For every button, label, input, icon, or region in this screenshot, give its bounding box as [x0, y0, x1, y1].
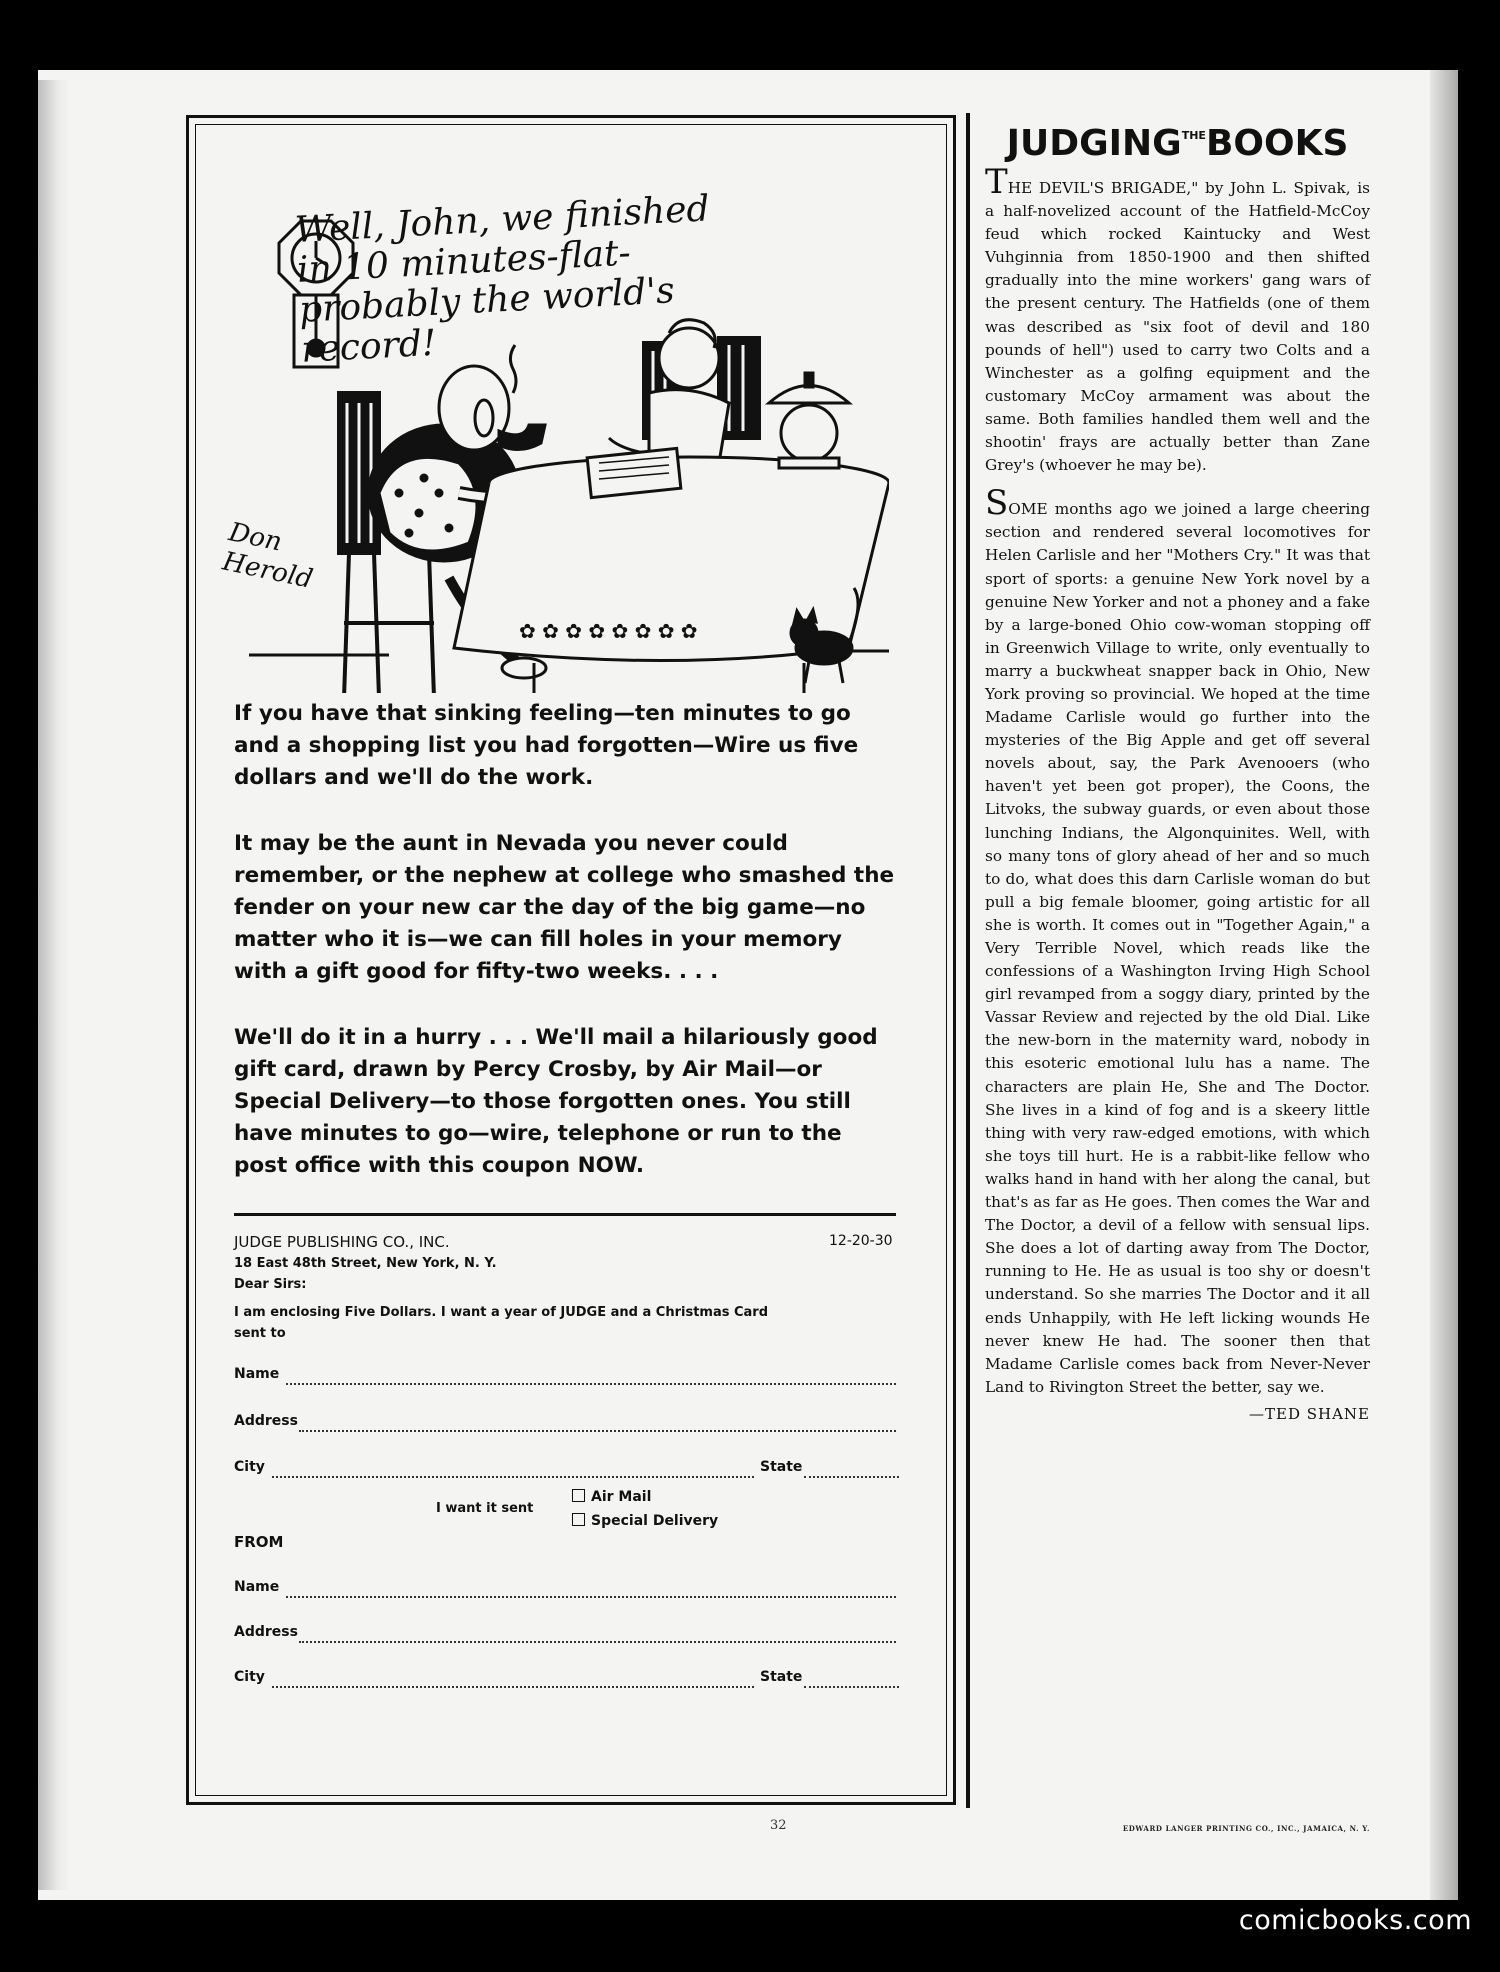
from-name-field[interactable] — [286, 1596, 896, 1598]
review2-dropcap: S — [985, 483, 1009, 524]
from-state-label: State — [760, 1669, 803, 1685]
review2-text: OME months ago we joined a large cheering section and rendered several locomotives for Helen Carlisle and her "Mothers Cry." It was that sport of sports: a genuine New York novel by a genuine New Yorker and not a phoney and a fake by a large-boned Ohio cow-woman stopping off in Greenwich Village to write, only eventually to marry a buckwheat snapper back in Ohio, New York proving so provincial. We hoped at the time Madame Carlisle would go further into the mysteries of the Big Apple and get off several novels about, say, the Park Avenooers (who haven't yet been got proper), the Coons, the Litvoks, the subway guards, or even about those lunching Indians, the Algonquinites. Well, with so many tons of glory ahead of her and so much to do, what does this darn Carlisle woman do but pull a big female bloomer, going artistic for all she is worth. It comes out in "Together Again," a Very Terrible Novel, which reads like the confessions of a Washington Irving High School girl revamped from a soggy diary, printed by the Vassar Review and rejected by the old Dial. Like the new-born in the maternity ward, nobody in this esoteric emotional lulu has a name. The characters are plain He, She and The Doctor. She lives in a kind of fog and is a skeery little thing with very raw-edged emotions, with which she toys till hurt. He is a rabbit-like fellow who walks hand in hand with her along the canal, but that's as far as He goes. Then comes the War and The Doctor, a devil of a fellow with sensual lips. She does a lot of darting away from The Doctor, running to He. He as usual is too shy or doesn't understand. So she marries The Doctor and it all ends Unhappily, with He left licking wounds He never knew He had. The sooner then that Madame Carlisle comes back from Never-Never Land to Rivington Street the better, say we. — [985, 500, 1370, 1396]
from-address-label: Address — [234, 1624, 298, 1640]
want-sent-label: I want it sent — [436, 1501, 534, 1516]
page-number: 32 — [770, 1818, 787, 1833]
coupon-enclosing-line-1: I am enclosing Five Dollars. I want a year of JUDGE and a Christmas Card — [234, 1305, 769, 1320]
column-divider — [966, 113, 970, 1808]
cartoon-caption: Well, John, we finished in 10 minutes-flat-probably the world's record! — [293, 188, 711, 371]
ad-paragraph-3: We'll do it in a hurry . . . We'll mail a hilariously good gift card, drawn by Percy Crosby, by Air Mail—or Special Delivery—to those forgotten ones. You still have minutes to go—wire, telephone or run to the post office with this coupon NOW. — [234, 1025, 878, 1178]
to-city-field[interactable] — [272, 1476, 754, 1478]
masthead-right: BOOKS — [1205, 123, 1349, 164]
to-name-field[interactable] — [286, 1383, 896, 1385]
ad-paragraph-1: If you have that sinking feeling—ten minutes to go and a shopping list you had forgotten—Wire us five dollars and we'll do the work. — [234, 701, 859, 790]
from-label: FROM — [234, 1533, 284, 1551]
coupon-street: 18 East 48th Street, New York, N. Y. — [234, 1256, 497, 1271]
from-address-field[interactable] — [299, 1641, 896, 1643]
special-delivery-label: Special Delivery — [591, 1513, 719, 1529]
review-byline: —TED SHANE — [1248, 1404, 1370, 1423]
book-review-column — [985, 110, 1370, 1423]
to-city-label: City — [234, 1459, 265, 1475]
review1-dropcap: T — [985, 162, 1008, 202]
coupon-salutation: Dear Sirs: — [234, 1277, 307, 1292]
to-state-label: State — [760, 1459, 803, 1475]
review-paragraph-2 — [985, 483, 1370, 1399]
page-edge-left — [38, 80, 70, 1890]
svg-text:✿ ✿ ✿ ✿ ✿ ✿ ✿ ✿: ✿ ✿ ✿ ✿ ✿ ✿ ✿ ✿ — [519, 619, 698, 643]
coupon-top-rule — [234, 1213, 896, 1216]
from-state-field[interactable] — [804, 1686, 899, 1688]
cartoon-signature: Don Herold — [219, 517, 316, 595]
masthead-left: JUDGING — [1006, 123, 1182, 164]
site-watermark: comicbooks.com — [1238, 1905, 1472, 1936]
ad-paragraph-2: It may be the aunt in Nevada you never could remember, or the nephew at college who smashed the fender on your new car the day of the big game—no matter who it is—we can fill holes in your memory with a gift good for fifty-two weeks. . . . — [234, 831, 895, 984]
review-paragraph-1 — [985, 162, 1370, 477]
air-mail-checkbox[interactable] — [572, 1489, 585, 1502]
to-address-label: Address — [234, 1413, 298, 1429]
review1-text: HE DEVIL'S BRIGADE," by John L. Spivak, is a half-novelized account of the Hatfield-McCoy feud which rocked Kaintucky and West Vuhginnia from 1850-1900 and then shifted gradually into the mine workers' gang wars of the present century. The Hatfields (one of them was described as "six foot of devil and 180 pounds of hell") used to carry two Colts and a Winchester as a golfing equipment and the customary McCoy armament was about the same. Both families handled them well and the shootin' frays are actually better than Zane Grey's (whoever he may be). — [985, 179, 1370, 475]
review-body — [985, 162, 1370, 1399]
page-edge-right — [1430, 70, 1458, 1900]
to-state-field[interactable] — [804, 1476, 899, 1478]
air-mail-option[interactable] — [572, 1489, 651, 1505]
table-lamp-icon — [769, 373, 849, 468]
from-city-field[interactable] — [272, 1686, 754, 1688]
from-city-label: City — [234, 1669, 265, 1685]
to-address-field[interactable] — [299, 1430, 896, 1432]
printer-credit: EDWARD LANGER PRINTING CO., INC., JAMAICA, N. Y. — [1122, 1824, 1370, 1833]
coupon-date: 12-20-30 — [829, 1233, 893, 1249]
air-mail-label: Air Mail — [591, 1489, 652, 1505]
masthead-small: THE — [1181, 129, 1206, 142]
from-name-label: Name — [234, 1579, 280, 1595]
advertisement-box — [186, 115, 956, 1805]
coupon-company: JUDGE PUBLISHING CO., INC. — [234, 1233, 450, 1251]
coupon-enclosing-line-2: sent to — [234, 1326, 286, 1341]
special-delivery-checkbox[interactable] — [572, 1513, 585, 1526]
special-delivery-option[interactable] — [572, 1513, 718, 1529]
column-masthead — [985, 110, 1370, 162]
to-name-label: Name — [234, 1366, 280, 1382]
